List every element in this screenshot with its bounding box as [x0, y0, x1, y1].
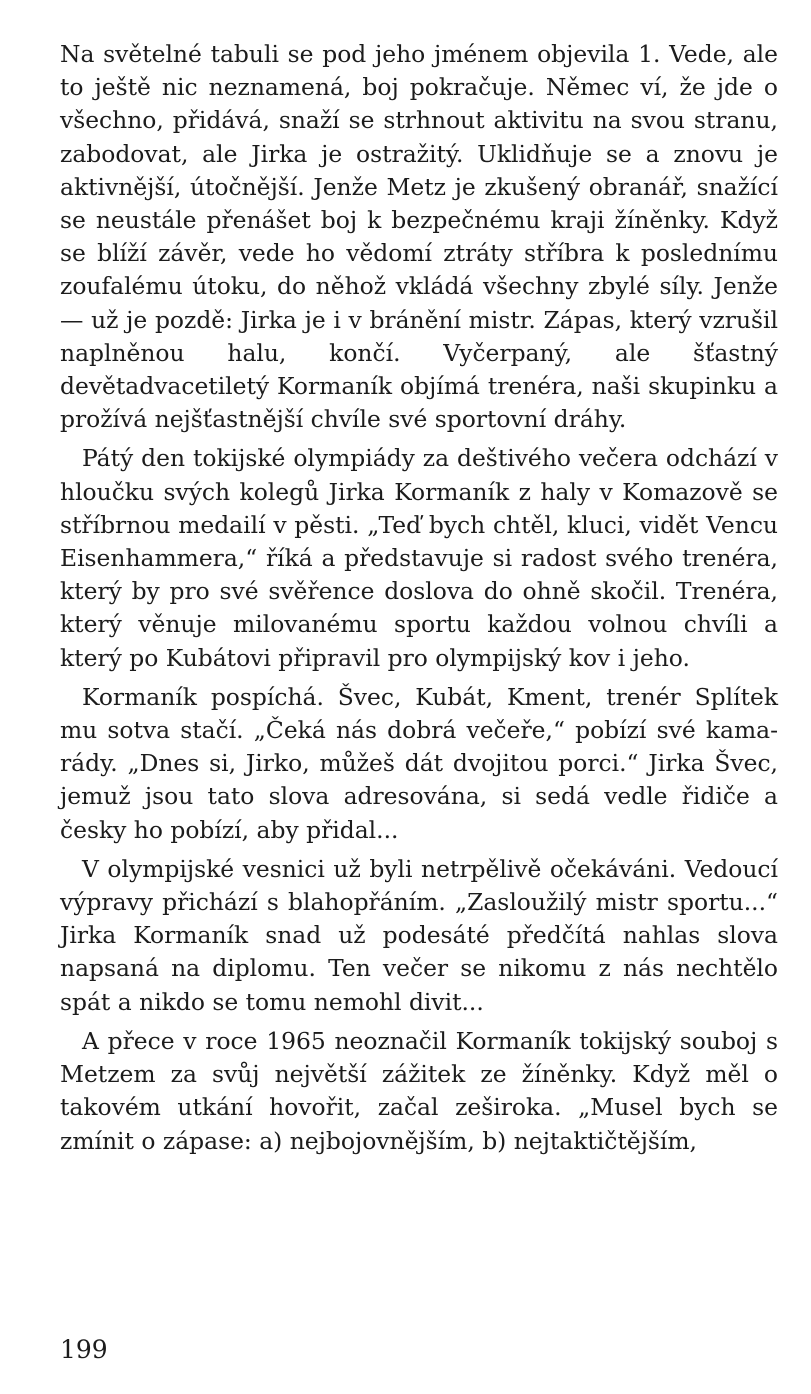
- paragraph-3: Kormaník pospíchá. Švec, Kubát, Kment, trenér Splítek mu sotva stačí. „Čeká nás dobrá večeře,“ pobízí své kamarády. „Dnes si, Jirko, můžeš dát dvojitou porci.“ Jirka Švec, jemuž jsou tato slova adresována, si sedá vedle řidiče a česky ho pobízí, aby přidal...: [60, 682, 778, 844]
- paragraph-2: Pátý den tokijské olympiády za deštivého večera odchází v hloučku svých kolegů Jirka Kormaník z haly v Komazově se stříbrnou medailí v pěsti. „Teď bych chtěl, kluci, vidět Vencu Eisenhammera,“ říká a představuje si radost svého trenéra, který by pro své svěřence doslova do ohně skočil. Trenéra, který věnuje milovanému sportu každou volnou chvíli a který po Kubátovi připravil pro olympijský kov i jeho.: [60, 444, 778, 672]
- paragraph-5: A přece v roce 1965 neoznačil Kormaník tokijský souboj s Metzem za svůj největší zážitek ze žíněnky. Když měl o takovém utkání hovořit, začal zeširoka. „Musel bych se zmínit o zápase: a) nejbojovnějším, b) nejtaktičtějším,: [60, 1026, 778, 1155]
- paragraph-4: V olympijské vesnici už byli netrpělivě očekáváni. Vedoucí výpravy přichází s blahopřáním. „Zasloužilý mistr sportu...“ Jirka Kormaník snad už podesáté předčítá nahlas slova napsaná na diplomu. Ten večer se nikomu z nás nechtělo spát a nikdo se tomu nemohl divit...: [60, 854, 778, 1016]
- page-number: 199: [60, 1335, 108, 1364]
- page-body: [60, 38, 778, 1164]
- paragraph-1: Na světelné tabuli se pod jeho jménem objevila 1. Vede, ale to ještě nic neznamená, boj pokračuje. Němec ví, že jde o všechno, přidává, snaží se strhnout aktivitu na svou stranu, zabodovat, ale Jirka je ostražitý. Uklidňuje se a znovu je aktivnější, útočnější. Jenže Metz je zkušený obranář, snažící se neustále přenášet boj k bezpečnému kraji žíněnky. Když se blíží závěr, vede ho vědomí ztráty stříbra k poslednímu zoufalému útoku, do něhož vkládá všechny zbylé síly. Jenže — už je pozdě: Jirka je i v bránění mistr. Zápas, který vzrušil naplněnou halu, končí. Vyčerpaný, ale šťastný devětadvacetiletý Kormaník objímá trenéra, naši skupinku a prožívá nejšťastnější chvíle své sportovní dráhy.: [60, 40, 778, 434]
